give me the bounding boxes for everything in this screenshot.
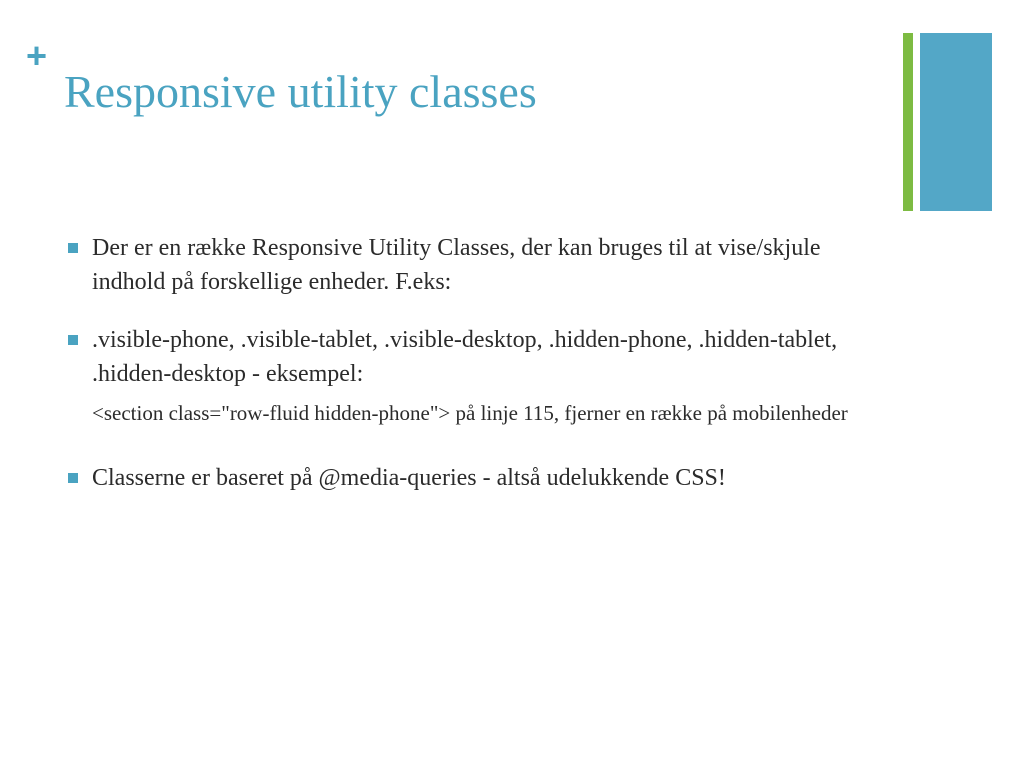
accent-bar-blue: [920, 33, 992, 211]
bullet-item: [66, 231, 886, 299]
code-example-text: <section class="row-fluid hidden-phone"> på linje 115, fjerner en række på mobilenheder: [92, 401, 848, 425]
bullet-text: Der er en række Responsive Utility Classes, der kan bruges til at vise/skjule indhold på forskellige enheder. F.eks:: [92, 235, 821, 295]
square-bullet-icon: [68, 335, 78, 345]
slide-title: Responsive utility classes: [64, 66, 537, 117]
plus-icon: +: [26, 35, 48, 76]
bullet-list: [66, 231, 886, 495]
square-bullet-icon: [68, 243, 78, 253]
bullet-item: [66, 461, 886, 495]
accent-bar-green: [903, 33, 913, 211]
bullet-text: .visible-phone, .visible-tablet, .visible-desktop, .hidden-phone, .hidden-tablet, .hidden-desktop - eksempel:: [92, 327, 838, 387]
bullet-item: [66, 323, 886, 429]
bullet-text: Classerne er baseret på @media-queries - altså udelukkende CSS!: [92, 465, 726, 491]
square-bullet-icon: [68, 473, 78, 483]
